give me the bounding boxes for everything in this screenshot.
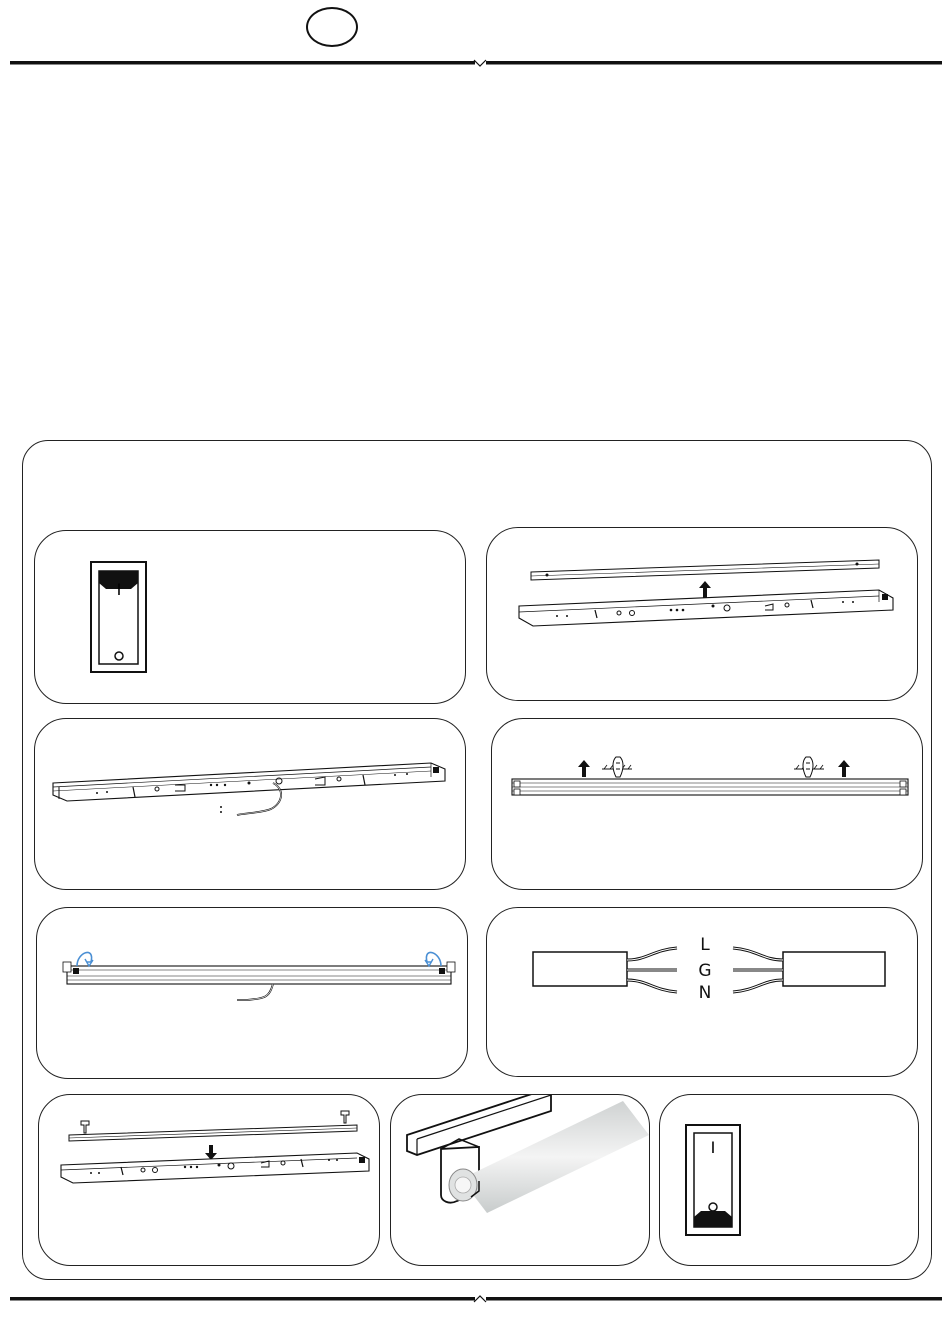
step-insert-tube-panel xyxy=(390,1094,650,1266)
step-switch-off-panel xyxy=(34,530,466,704)
wire-label-live: L xyxy=(700,935,710,955)
remove-tubes-illustration xyxy=(492,719,923,890)
step-replace-cover-panel xyxy=(38,1094,380,1266)
step-remove-cover-panel xyxy=(486,527,918,701)
cable-entry-illustration xyxy=(35,719,466,890)
switch-mark-on: I xyxy=(710,1138,716,1157)
cable-connected-illustration xyxy=(37,908,468,1079)
step-remove-tubes-panel xyxy=(491,718,923,890)
remove-cover-illustration xyxy=(487,528,918,701)
rocker-switch-on-illustration xyxy=(660,1095,919,1266)
wiring-diagram xyxy=(487,908,918,1077)
terminal-block-left xyxy=(533,952,627,986)
step-wiring-panel xyxy=(486,907,918,1077)
switch-mark-on: I xyxy=(116,580,122,599)
step-cable-entry-panel xyxy=(34,718,466,890)
language-badge xyxy=(306,7,358,47)
insert-tube-illustration xyxy=(391,1095,650,1266)
step-cable-connected-panel xyxy=(36,907,468,1079)
bottom-rule xyxy=(10,1294,942,1304)
step-switch-on-panel xyxy=(659,1094,919,1266)
terminal-block-right xyxy=(783,952,885,986)
top-rule xyxy=(10,58,942,68)
rocker-switch-off-illustration xyxy=(35,531,466,704)
replace-cover-illustration xyxy=(39,1095,380,1266)
wire-label-ground: G xyxy=(698,961,712,981)
wire-label-neutral: N xyxy=(698,983,712,1003)
